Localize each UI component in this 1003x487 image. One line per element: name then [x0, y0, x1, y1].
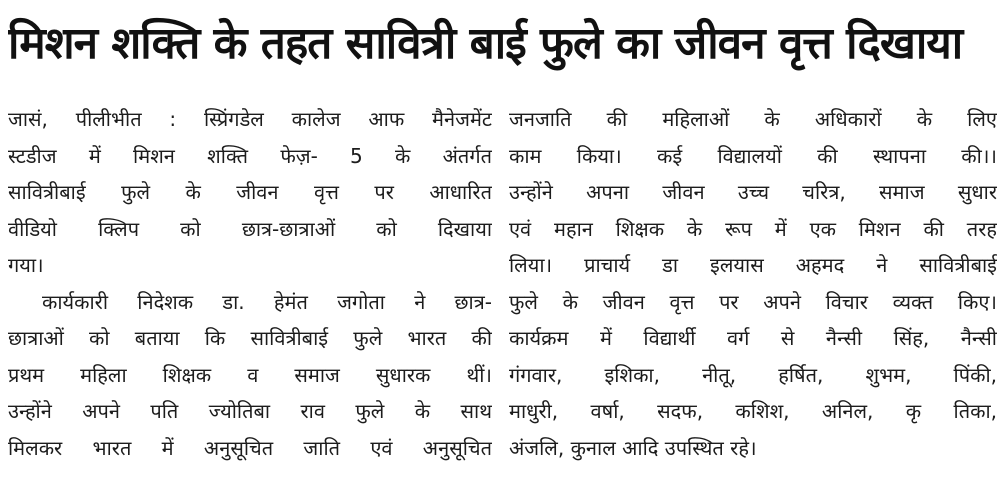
article-line: मिलकर भारत में अनुसूचित जाति एवं अनुसूचित — [8, 435, 492, 460]
article-line: प्रथम महिला शिक्षक व समाज सुधारक थीं। — [8, 362, 492, 387]
article-line: गंगवार, इशिका, नीतू, हर्षित, शुभम, पिंकी, — [509, 362, 997, 387]
article-line: छात्राओं को बताया कि सावित्रीबाई फुले भारत की — [8, 326, 492, 350]
article-line: माधुरी, वर्षा, सदफ, कशिश, अनिल, कृ तिका, — [509, 399, 997, 423]
article-column-right — [509, 101, 997, 466]
article-line: वीडियो क्लिप को छात्र-छात्राओं को दिखाया — [8, 216, 492, 241]
article-line: अंजलि, कुनाल आदि उपस्थित रहे। — [509, 435, 757, 460]
article-line: कार्यकारी निदेशक डा. हेमंत जगोता ने छात्र- — [42, 289, 492, 314]
article-line: काम किया। कई विद्यालयों की स्थापना की।। — [509, 143, 997, 168]
article-line: लिया। प्राचार्य डा इलयास अहमद ने सावित्रीबाई — [509, 253, 997, 277]
article-line: सावित्रीबाई फुले के जीवन वृत्त पर आधारित — [8, 180, 492, 204]
article-line: उन्होंने अपना जीवन उच्च चरित्र, समाज सुधार — [509, 180, 997, 204]
article-line: फुले के जीवन वृत्त पर अपने विचार व्यक्त किए। — [509, 289, 997, 314]
article-line: एवं महान शिक्षक के रूप में एक मिशन की तरह — [509, 216, 997, 241]
article-column-left — [8, 101, 492, 466]
article-line: उन्होंने अपने पति ज्योतिबा राव फुले के साथ — [8, 399, 492, 423]
headline: मिशन शक्ति के तहत सावित्री बाई फुले का जीवन वृत्त दिखाया — [8, 18, 963, 69]
article-line: स्टडीज में मिशन शक्ति फेज़- 5 के अंतर्गत — [8, 143, 492, 168]
article-line: गया। — [8, 253, 44, 277]
article-line: जनजाति की महिलाओं के अधिकारों के लिए — [509, 107, 997, 131]
article-line: कार्यक्रम में विद्यार्थी वर्ग से नैन्सी सिंह, नैन्सी — [509, 326, 997, 350]
article-line: जासं, पीलीभीत : स्प्रिंगडेल कालेज आफ मैनेजमेंट — [8, 107, 492, 131]
